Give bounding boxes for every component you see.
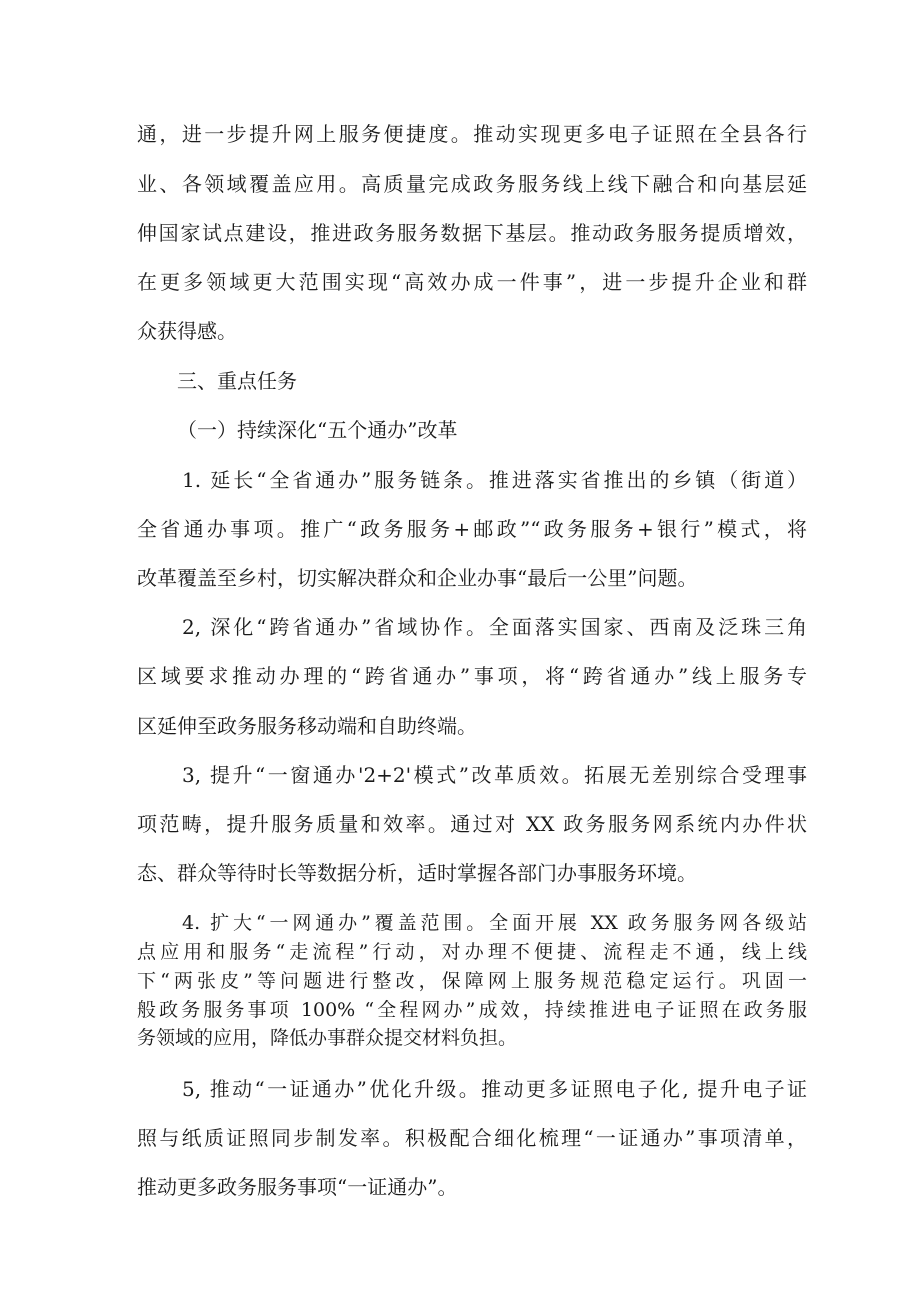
list-item-line: 项范畴，提升服务质量和效率。通过对 XX 政务服务网系统内办件状 <box>137 812 807 836</box>
list-item-line: 态、群众等待时长等数据分析，适时掌握各部门办事服务环境。 <box>137 861 697 885</box>
paragraph-line: 伸国家试点建设，推进政务服务数据下基层。推动政务服务提质增效， <box>137 221 807 245</box>
list-item-line: 5, 推动“一证通办”优化升级。推动更多证照电子化, 提升电子证 <box>182 1077 807 1101</box>
list-item-line: 下“两张皮”等问题进行整改，保障网上服务规范稳定运行。巩固一 <box>137 970 807 992</box>
list-item-line: 1. 延长“全省通办”服务链条。推进落实省推出的乡镇（街道） <box>182 468 807 492</box>
list-item-line: 4. 扩大“一网通办”覆盖范围。全面开展 XX 政务服务网各级站 <box>182 912 807 934</box>
list-item-line: 2, 深化“跨省通办”省域协作。全面落实国家、西南及泛珠三角 <box>182 615 807 639</box>
list-item-line: 般政务服务事项 100% “全程网办”成效，持续推进电子证照在政务服 <box>137 999 807 1021</box>
list-item-line: 务领域的应用，降低办事群众提交材料负担。 <box>137 1027 518 1049</box>
list-item-line: 推动更多政务服务事项“一证通办”。 <box>137 1175 458 1199</box>
paragraph-line: 在更多领域更大范围实现“高效办成一件事”，进一步提升企业和群 <box>137 270 807 294</box>
paragraph-line: 通，进一步提升网上服务便捷度。推动实现更多电子证照在全县各行 <box>137 122 807 146</box>
section-heading: 三、重点任务 <box>177 369 297 393</box>
subsection-heading: （一）持续深化“五个通办”改革 <box>177 418 458 442</box>
list-item-line: 全省通办事项。推广“政务服务+邮政”“政务服务+银行”模式，将 <box>137 517 807 541</box>
list-item-line: 点应用和服务“走流程”行动，对办理不便捷、流程走不通，线上线 <box>137 941 807 963</box>
paragraph-line: 众获得感。 <box>137 319 237 343</box>
list-item-line: 区域要求推动办理的“跨省通办”事项，将“跨省通办”线上服务专 <box>137 664 807 688</box>
list-item-line: 3, 提升“一窗通办'2+2'模式”改革质效。拓展无差别综合受理事 <box>182 763 807 787</box>
list-item-line: 区延伸至政务服务移动端和自助终端。 <box>137 714 477 738</box>
list-item-line: 照与纸质证照同步制发率。积极配合细化梳理“一证通办”事项清单， <box>137 1126 807 1150</box>
paragraph-line: 业、各领域覆盖应用。高质量完成政务服务线上线下融合和向基层延 <box>137 172 807 196</box>
list-item-line: 改革覆盖至乡村，切实解决群众和企业办事“最后一公里”问题。 <box>137 566 698 590</box>
